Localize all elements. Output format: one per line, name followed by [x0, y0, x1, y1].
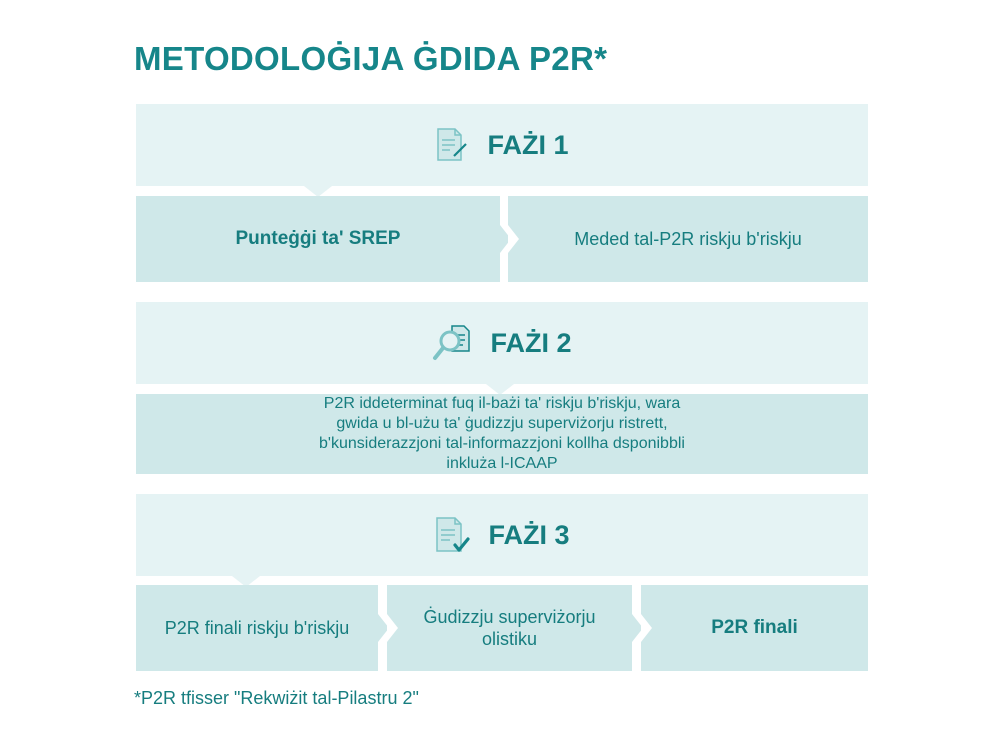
phase-1-header: [136, 104, 868, 186]
phase-1-cell-p2r-ranges: Meded tal-P2R riskju b'riskju: [508, 196, 868, 282]
phase-2-label: FAŻI 2: [490, 327, 572, 358]
phase-2-header: [136, 302, 868, 384]
page-title: METODOLOĠIJA ĠDIDA P2R*: [134, 40, 608, 77]
document-pencil-icon: [435, 126, 469, 164]
phase-1-label: FAŻI 1: [487, 129, 569, 160]
phase-1-cell-arrow-cut: [508, 225, 519, 253]
phase-2-description-text: P2R iddeterminat fuq il-bażi ta' riskju b'riskju, wara gwida u bl-użu ta' ġudizzju superviżorju ristrett, b'kunsiderazzjoni tal-informazzjoni kollha dsponibbli inkluża l-ICAAP: [319, 395, 685, 472]
document-magnifier-icon: [432, 323, 472, 363]
phase-3-header: [136, 494, 868, 576]
phase-3-cell-holistic-judgement: [387, 585, 632, 671]
phase-3-holistic-judgement-text: Ġudizzju superviżorju olistiku: [423, 607, 596, 649]
phase-3-cell-final-p2r-by-risk: P2R finali riskju b'riskju: [136, 585, 378, 671]
document-check-icon: [434, 515, 470, 555]
footnote: *P2R tfisser "Rekwiżit tal-Pilastru 2": [134, 688, 419, 708]
phase-3-cell-final-p2r: P2R finali: [641, 585, 868, 671]
phase-1-cell-srep-scores: Punteġġi ta' SREP: [136, 196, 500, 282]
phase-3-cell-arrow-cut-1: [387, 614, 398, 642]
phase-2-cell-description: [136, 394, 868, 474]
phase-3-label: FAŻI 3: [488, 519, 570, 550]
phase-3-cell-arrow-cut-2: [641, 614, 652, 642]
